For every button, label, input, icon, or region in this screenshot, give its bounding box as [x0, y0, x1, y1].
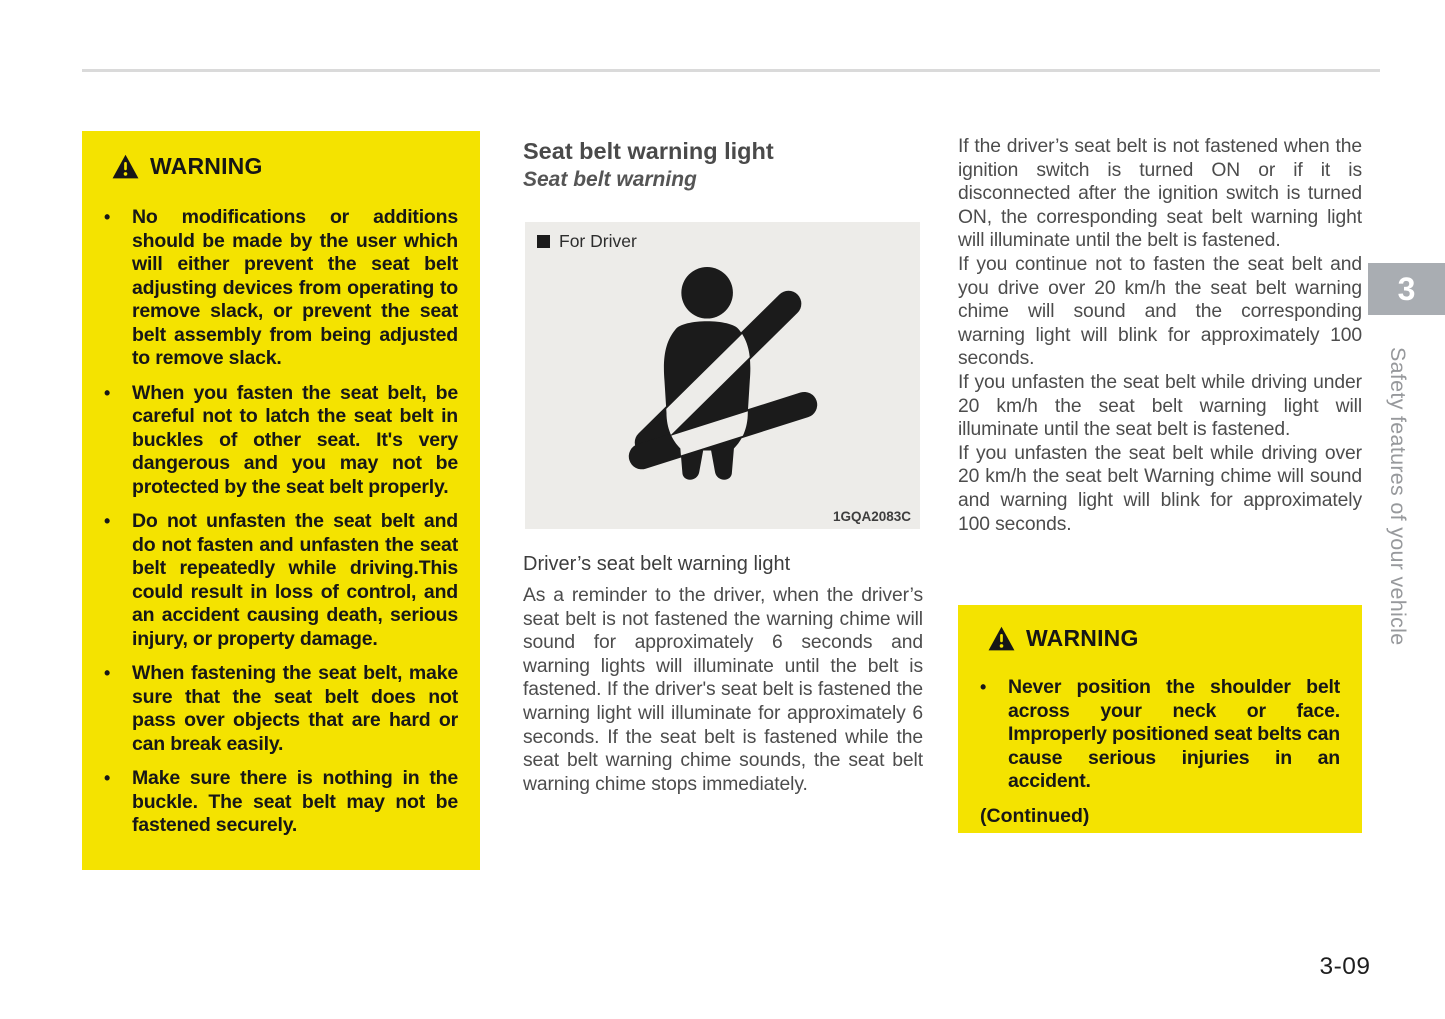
seat-belt-warning-icon — [604, 264, 842, 506]
middle-body — [523, 584, 923, 796]
chapter-tab: 3 — [1368, 263, 1445, 315]
right-column — [958, 135, 1362, 536]
sidebar-chapter-title: Safety features of your vehicle — [1386, 347, 1410, 646]
paragraph: If the driver’s seat belt is not fastened when the ignition switch is turned ON or if it is disconnected after the ignition switch is turned ON, the corresponding seat belt warning light will illuminate until the belt is fastened. — [958, 136, 1362, 252]
warning-bullet — [980, 676, 1340, 794]
square-bullet-icon — [537, 235, 550, 248]
warning-title: WARNING — [1026, 625, 1139, 651]
bullet-dot: • — [104, 382, 111, 403]
seat-belt-figure — [525, 222, 920, 529]
warning-bullet — [104, 382, 458, 500]
warning-header — [988, 625, 1340, 652]
header-rule — [82, 69, 1380, 72]
page-number: 3-09 — [1319, 953, 1371, 980]
paragraph: If you continue not to fasten the seat belt and you drive over 20 km/h the seat belt warning chime will sound and the corresponding warning light will blink for approximately 100 seconds. — [958, 253, 1362, 370]
warning-bullet — [104, 206, 458, 371]
section-title: Seat belt warning light — [523, 138, 774, 164]
warning-bullet — [104, 767, 458, 838]
section-subtitle: Seat belt warning — [523, 168, 697, 192]
warning-title: WARNING — [150, 153, 263, 179]
warning-bullet-text: Make sure there is nothing in the buckle. The seat belt may not be fastened securely. — [132, 767, 458, 836]
warning-bullet-text: No modifications or additions should be made by the user which will either prevent the seat belt adjusting devices from operating to remove slack, or prevent the seat belt assembly from being adjusted to remove slack. — [132, 206, 458, 369]
right-warning-box — [958, 605, 1362, 833]
paragraph: If you unfasten the seat belt while driving over 20 km/h the seat belt Warning chime will sound and warning light will blink for approximately 100 seconds. — [958, 442, 1362, 535]
warning-bullet-text: When fastening the seat belt, make sure that the seat belt does not pass over objects that are hard or can break easily. — [132, 662, 458, 755]
paragraph: As a reminder to the driver, when the driver’s seat belt is not fastened the warning chime will sound for approximately 6 seconds and warning lights will illuminate until the belt is fastened. If the driver's seat belt is fastened the warning light will illuminate for approximately 6 seconds. If the seat belt is fastened while the seat belt warning chime sounds, the seat belt warning chime stops immediately. — [523, 585, 923, 795]
bullet-dot: • — [104, 663, 111, 683]
bullet-dot: • — [104, 768, 111, 788]
bullet-dot: • — [104, 207, 111, 227]
figure-code: 1GQA2083C — [832, 509, 911, 524]
bullet-dot: • — [104, 511, 111, 531]
warning-triangle-icon — [988, 626, 1015, 651]
paragraph: If you unfasten the seat belt while driving under 20 km/h the seat belt warning light will illuminate until the seat belt is fastened. — [958, 371, 1362, 441]
bullet-dot: • — [980, 677, 987, 697]
warning-bullet — [104, 662, 458, 756]
warning-bullet-text: When you fasten the seat belt, be careful not to latch the seat belt in buckles of other seat. It's very dangerous and you may not be protected by the seat belt properly. — [132, 381, 458, 498]
section-header — [523, 137, 923, 192]
warning-bullet — [104, 510, 458, 651]
subsection-title: Driver’s seat belt warning light — [523, 553, 791, 575]
figure-label-text: For Driver — [559, 231, 637, 251]
continued-label: (Continued) — [980, 804, 1090, 827]
warning-bullet-text: Never position the shoulder belt across your neck or face. Improperly positioned seat belts can cause serious injuries in an accident. — [1008, 676, 1340, 792]
warning-header — [112, 153, 458, 180]
warning-bullet-text: Do not unfasten the seat belt and do not fasten and unfasten the seat belt repeatedly while driving.This could result in loss of control, and an accident causing death, serious injury, or property damage. — [132, 510, 458, 650]
left-warning-box — [82, 131, 480, 870]
warning-triangle-icon — [112, 154, 139, 179]
figure-label — [537, 231, 637, 252]
